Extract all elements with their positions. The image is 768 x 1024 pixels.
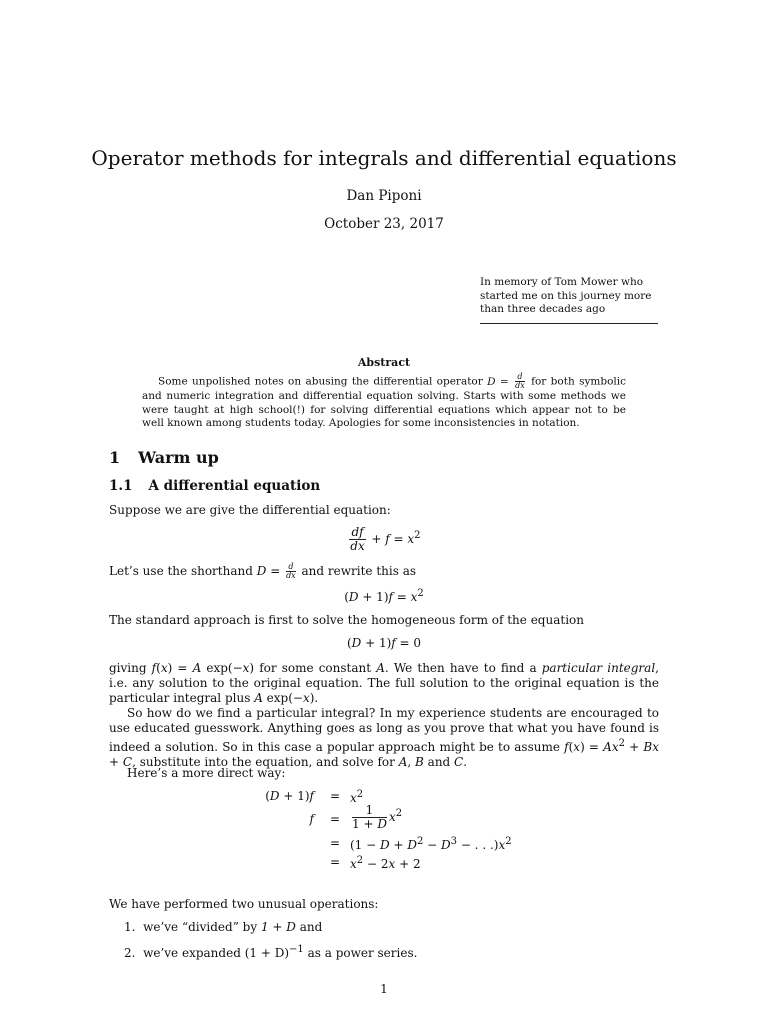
paragraph: So how do we find a particular integral? In my experience students are encouraged to use educated guesswork. Anything goes as long as you prove that what you have found is indeed a solution. So in this case a popular approach might be to assume $f(x) = Ax^2 + Bx + C$, substitute into the equation, and solve for A, B and C. — [109, 706, 659, 769]
aligned-rhs: $\frac{1}{1 + D}$ $x^2$ — [352, 803, 403, 831]
paragraph: The standard approach is first to solve the homogeneous form of the equation — [109, 613, 584, 627]
dedication-line: started me on this journey more — [480, 289, 652, 302]
abstract-text: Some unpolished notes on abusing the differential operator — [158, 375, 483, 388]
paragraph-text: Let’s use the shorthand — [109, 564, 253, 578]
aligned-lhs: (D + 1)f — [265, 789, 314, 803]
author-name: Dan Piponi — [346, 188, 422, 204]
section-title: Warm up — [138, 448, 219, 467]
subsection-number: 1.1 — [109, 478, 133, 494]
equation-2: $(D + 1)f = x^2$ — [344, 588, 424, 604]
subsection-title: A differential equation — [148, 478, 321, 494]
list-math: (1 + D) — [244, 946, 290, 960]
abstract-body — [142, 373, 626, 431]
equation-1: $\frac{df}{dx}$ + $f = x^2$ — [350, 525, 421, 553]
paragraph-text: and rewrite this as — [301, 564, 417, 578]
dedication-line: In memory of Tom Mower who — [480, 276, 644, 288]
math-inline: D = $\frac{d}{dx}$ — [487, 372, 525, 390]
aligned-eq-sign: = — [329, 789, 341, 803]
aligned-eq-sign: = — [329, 812, 341, 826]
page-number: 1 — [380, 982, 388, 996]
paragraph: giving f(x) = A exp(−x) for some constant A. We then have to find a particular integral, i.e. any solution to the original equation. The full solution to the original equation is the particular integral plus A exp(−x). — [109, 661, 659, 705]
section-heading — [109, 448, 219, 467]
list-item — [124, 920, 322, 934]
paragraph: Here’s a more direct way: — [127, 766, 286, 780]
paragraph-text: giving — [109, 661, 147, 675]
list-text: and — [299, 920, 323, 934]
paragraph-text: for some constant — [259, 661, 372, 675]
list-item — [124, 944, 417, 960]
aligned-lhs: f — [309, 812, 314, 826]
list-superscript: −1 — [289, 944, 304, 955]
list-text: we’ve expanded — [143, 946, 241, 960]
aligned-eq-sign: = — [329, 836, 341, 850]
dedication-rule — [480, 323, 658, 324]
publication-date: October 23, 2017 — [324, 216, 444, 232]
aligned-rhs: ($1 - D + D^2 - D^3$ − . . $.)x^2$ — [350, 836, 512, 852]
abstract-heading: Abstract — [357, 356, 411, 369]
emphasis: particular integral — [541, 661, 656, 675]
list-math: 1 + D — [260, 920, 296, 934]
paragraph-text: We then have to find a — [393, 661, 537, 675]
paragraph-text: , substitute into the equation, and solve for — [132, 755, 395, 769]
paragraph: We have performed two unusual operations: — [109, 897, 379, 911]
section-number: 1 — [109, 448, 121, 467]
dedication-line: than three decades ago — [480, 303, 606, 315]
paragraph: Suppose we are give the differential equation: — [109, 503, 391, 517]
abstract-text: for both symbolic and numeric integration and differential equation solving. Starts with some methods we were taught at high school(!) for solving differential equations which appear not to be well known among students today. Apologies for some inconsistencies in notation. — [142, 375, 626, 429]
list-text: as a power series. — [307, 946, 418, 960]
paragraph-text: So how do we find a particular integral? In my experience students are encouraged to use educated guesswork. Anything goes as long as you prove that what you have found is indeed a solution. So in this case a popular approach might be to assume — [109, 706, 659, 754]
paragraph-text: , i.e. any solution to the original equation. The full solution to the original equation is the particular integral plus — [109, 661, 659, 705]
list-number: 1. — [124, 920, 136, 934]
subsection-heading — [109, 478, 320, 494]
list-text: we’ve “divided” by — [143, 920, 258, 934]
list-number: 2. — [124, 946, 136, 960]
paper-title: Operator methods for integrals and differential equations — [91, 146, 677, 170]
dedication — [480, 276, 660, 317]
aligned-rhs: $x^2$ — [350, 789, 364, 805]
equation-3: (D + 1)f = 0 — [346, 636, 422, 650]
aligned-eq-sign: = — [329, 855, 341, 869]
paragraph: Let’s use the shorthand D = $\frac{d}{dx}$ and rewrite this as — [109, 562, 417, 580]
aligned-rhs: $x^2 - 2x + 2$ — [350, 855, 421, 871]
